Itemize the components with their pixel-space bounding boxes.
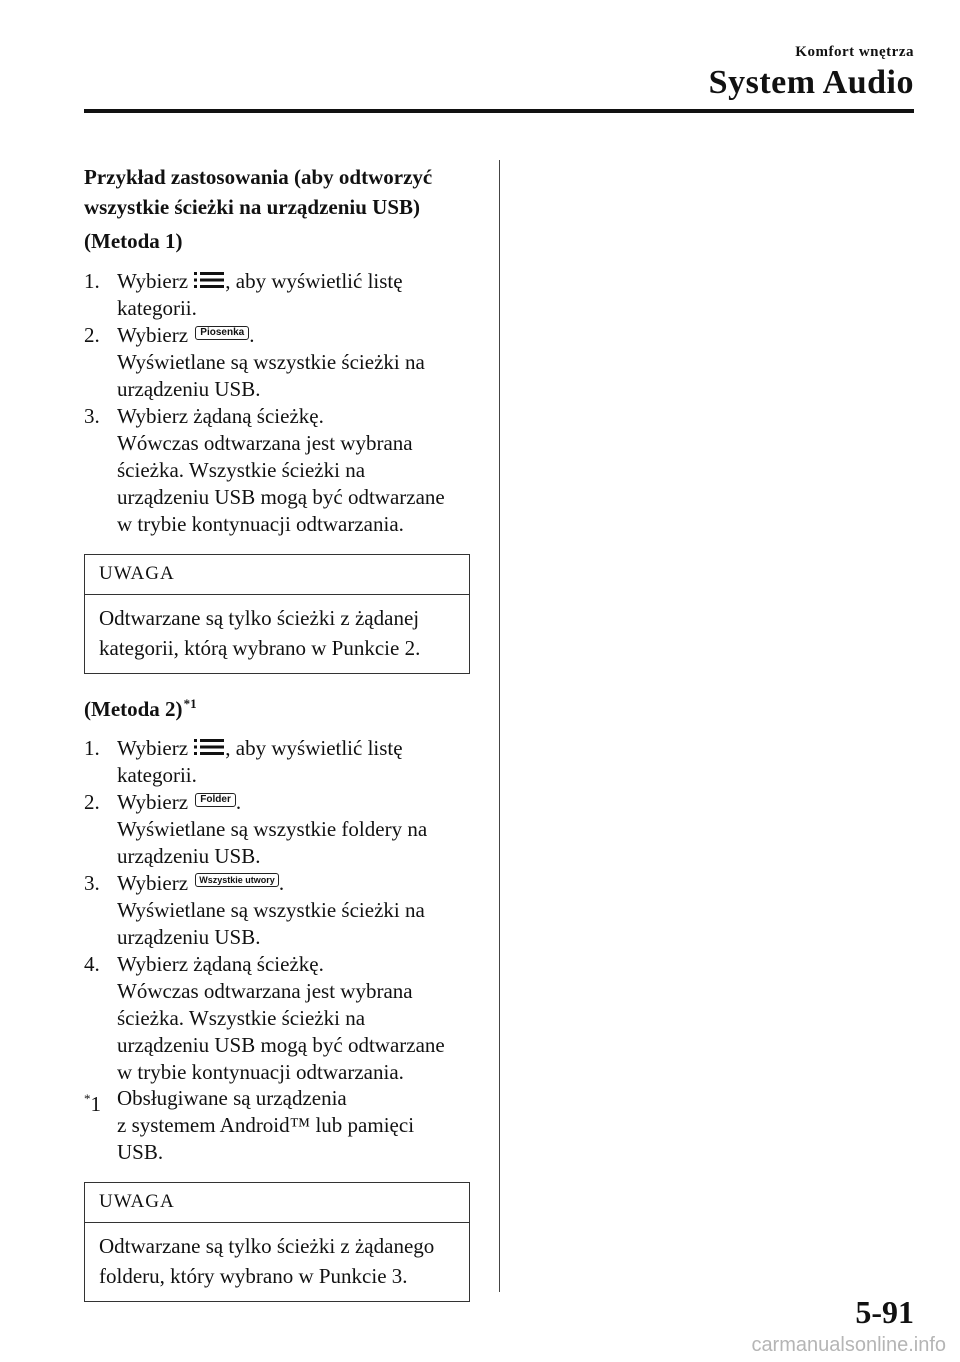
step-text: Wybierz: [117, 871, 194, 895]
page-title: System Audio: [708, 64, 914, 101]
note-box-1: [84, 554, 470, 674]
step-text: .: [278, 871, 285, 895]
step-continuation: Wówczas odtwarzana jest wybrana: [117, 431, 413, 455]
method2-title-text: (Metoda 2): [84, 697, 183, 721]
step-text: .: [235, 790, 242, 814]
step-continuation: urządzeniu USB.: [117, 377, 261, 401]
step-text: Wybierz: [117, 269, 194, 293]
header-rule: [84, 109, 914, 113]
method1-step-3: [84, 403, 484, 538]
method1-step-2: [84, 322, 484, 403]
method2-title: [84, 696, 197, 722]
footnote: [84, 1085, 484, 1166]
footnote-mark: *1: [183, 696, 197, 711]
step-continuation: kategorii.: [117, 296, 197, 320]
step-text: Wybierz: [117, 736, 194, 760]
list-icon: [194, 738, 224, 756]
note-title: UWAGA: [85, 1183, 469, 1223]
step-continuation: urządzeniu USB.: [117, 925, 261, 949]
footnote-line: Obsługiwane są urządzenia: [117, 1086, 347, 1110]
step-text: Wybierz: [117, 323, 194, 347]
step-continuation: w trybie kontynuacji odtwarzania.: [117, 512, 404, 536]
note-body: [85, 1223, 469, 1301]
step-continuation: kategorii.: [117, 763, 197, 787]
step-continuation: urządzeniu USB mogą być odtwarzane: [117, 1033, 445, 1057]
note-line: folderu, który wybrano w Punkcie 3.: [99, 1264, 408, 1288]
step-continuation: ścieżka. Wszystkie ścieżki na: [117, 1006, 366, 1030]
step-number: 1.: [84, 736, 100, 760]
example-heading: [84, 162, 484, 222]
step-number: 4.: [84, 952, 100, 976]
step-number: 2.: [84, 323, 100, 347]
step-continuation: ścieżka. Wszystkie ścieżki na: [117, 458, 366, 482]
note-body: [85, 595, 469, 673]
example-heading-line1: Przykład zastosowania (aby odtworzyć: [84, 165, 433, 189]
piosenka-button-icon: Piosenka: [195, 326, 249, 340]
folder-button-icon: Folder: [195, 793, 236, 807]
method2-step-2: [84, 789, 484, 870]
note-title: UWAGA: [85, 555, 469, 595]
method2-step-3: [84, 870, 484, 951]
step-continuation: Wyświetlane są wszystkie ścieżki na: [117, 350, 425, 374]
step-number: 3.: [84, 404, 100, 428]
footnote-line: USB.: [117, 1140, 164, 1164]
column-divider: [499, 160, 500, 1292]
note-box-2: [84, 1182, 470, 1302]
step-number: 1.: [84, 269, 100, 293]
method1-step-1: [84, 268, 484, 322]
method2-steps: [84, 735, 484, 1086]
step-continuation: w trybie kontynuacji odtwarzania.: [117, 1060, 404, 1084]
step-continuation: Wyświetlane są wszystkie ścieżki na: [117, 898, 425, 922]
method1-title: (Metoda 1): [84, 229, 183, 253]
example-heading-line2: wszystkie ścieżki na urządzeniu USB): [84, 195, 420, 219]
step-number: 3.: [84, 871, 100, 895]
note-line: Odtwarzane są tylko ścieżki z żądanej: [99, 606, 420, 630]
step-text: Wybierz żądaną ścieżkę.: [117, 404, 324, 428]
method2-step-4: [84, 951, 484, 1086]
step-continuation: urządzeniu USB mogą być odtwarzane: [117, 485, 445, 509]
watermark: carmanualsonline.info: [751, 1334, 946, 1356]
method1-steps: [84, 268, 484, 538]
step-continuation: Wyświetlane są wszystkie foldery na: [117, 817, 428, 841]
footnote-marker: *1: [84, 1091, 101, 1116]
list-icon: [194, 271, 224, 289]
step-text: , aby wyświetlić listę: [225, 269, 403, 293]
page-number: 5-91: [855, 1294, 914, 1330]
note-line: Odtwarzane są tylko ścieżki z żądanego: [99, 1234, 435, 1258]
step-text: Wybierz: [117, 790, 194, 814]
step-continuation: Wówczas odtwarzana jest wybrana: [117, 979, 413, 1003]
step-text: .: [249, 323, 255, 347]
footnote-line: z systemem Android™ lub pamięci: [117, 1113, 415, 1137]
step-continuation: urządzeniu USB.: [117, 844, 261, 868]
section-label: Komfort wnętrza: [795, 44, 914, 60]
all-tracks-button-icon: Wszystkie utwory: [195, 873, 279, 887]
method2-step-1: [84, 735, 484, 789]
step-text: , aby wyświetlić listę: [225, 736, 403, 760]
note-line: kategorii, którą wybrano w Punkcie 2.: [99, 636, 421, 660]
step-text: Wybierz żądaną ścieżkę.: [117, 952, 324, 976]
step-number: 2.: [84, 790, 100, 814]
